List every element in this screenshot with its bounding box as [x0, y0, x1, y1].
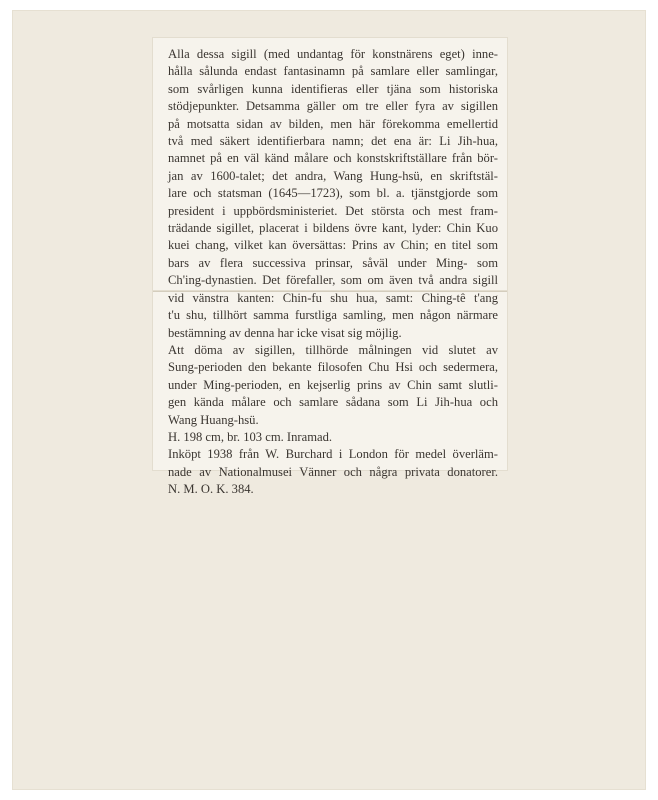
text-line: gen kända målare och samlare sådana som Li Jih-hua och [168, 395, 498, 410]
text-line: H. 198 cm, br. 103 cm. Inramad. [168, 429, 333, 444]
text-line: bestämning av denna har icke visat sig möjlig. [168, 325, 402, 340]
text-line: två med säkert identifierbara namn; det ena är: Li Jih-hua, [168, 134, 498, 149]
text-line: Inköpt 1938 från W. Burchard i London för medel överläm- [168, 447, 498, 462]
text-line: t'u shu, tillhört samma furstliga samling, men någon närmare [168, 308, 498, 323]
text-line: namnet på en väl känd målare och konstskriftställare från bör- [168, 151, 498, 166]
text-line: Wang Huang-hsü. [168, 412, 259, 427]
text-line: president i uppbördsministeriet. Det största och mest fram- [168, 203, 498, 218]
text-line: N. M. O. K. 384. [168, 482, 254, 497]
text-line: vid vänstra kanten: Chin-fu shu hua, samt: Ching-tê t'ang [168, 290, 498, 305]
text-line: på motsatta sidan av bilden, men här förekomma emellertid [168, 116, 498, 131]
text-line: Alla dessa sigill (med undantag för konstnärens eget) inne- [168, 47, 498, 61]
text-line: bars av flera successiva prinsar, såväl under Ming- som [168, 255, 498, 270]
text-line: trädande sigillet, placerat i bildens övre kant, lyder: Chin Kuo [168, 221, 498, 236]
text-line: nade av Nationalmusei Vänner och några privata donatorer. [168, 464, 498, 479]
text-line: under Ming-perioden, en kejserlig prins av Chin samt slutli- [168, 377, 498, 392]
text-line: stödjepunkter. Detsamma gäller om tre eller fyra av sigillen [168, 99, 498, 114]
text-line: Ch'ing-dynastien. Det förefaller, som om även två andra sigill [168, 273, 498, 288]
text-line: hålla sålunda endast fantasinamn på samlare eller samlingar, [168, 64, 498, 79]
text-line: Sung-perioden den bekante filosofen Chu Hsi och sedermera, [168, 360, 498, 375]
text-line: Att döma av sigillen, tillhörde målningen vid slutet av [168, 342, 498, 357]
text-line: lare och statsman (1645—1723), som bl. a. tjänstgjorde som [168, 186, 498, 201]
text-line: som svårligen kunna identifieras eller tjäna som historiska [168, 81, 498, 96]
catalogue-entry-text [168, 46, 498, 499]
text-line: jan av 1600-talet; det andra, Wang Hung-hsü, en skriftstäl- [168, 168, 498, 183]
text-line: kuei chang, vilket kan översättas: Prins av Chin; en titel som [168, 238, 498, 253]
